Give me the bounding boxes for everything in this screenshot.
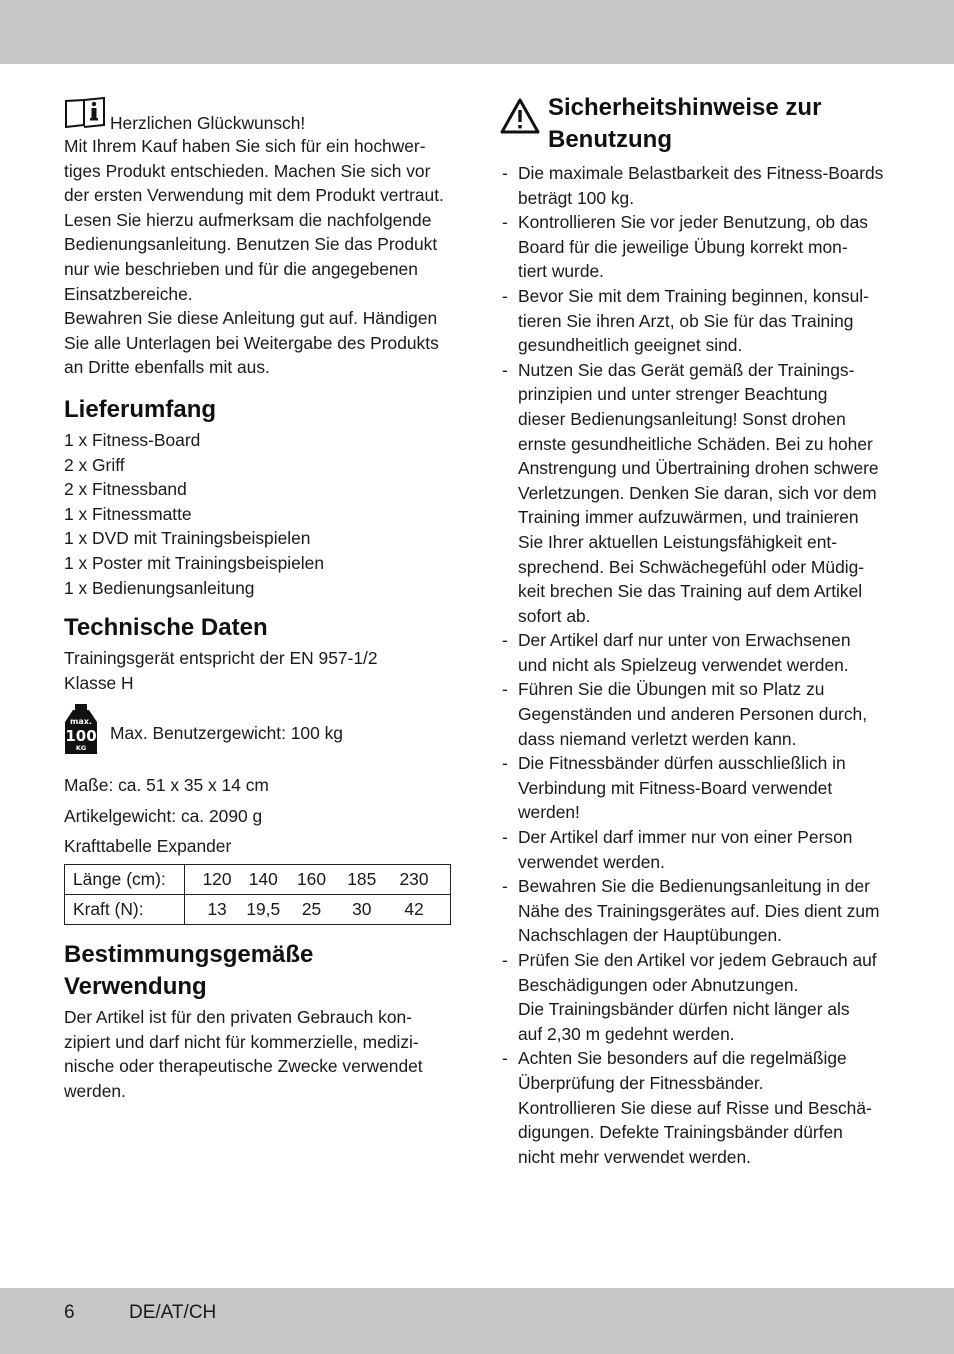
text-line: - Nutzen Sie das Gerät gemäß der Trainings- (518, 359, 855, 380)
safety-item (500, 358, 892, 629)
heading-line: Verwendung (64, 973, 207, 1001)
table-cell: 13 (207, 899, 227, 920)
text-line: - Der Artikel darf nur unter von Erwachsenen (518, 630, 851, 651)
manual-info-icon (64, 97, 106, 134)
item-weight-text: Artikelgewicht: ca. 2090 g (64, 805, 263, 826)
text-line: beträgt 100 kg. (518, 187, 635, 208)
text-line: dass niemand verletzt werden kann. (518, 728, 797, 749)
text-line: werden! (518, 802, 580, 823)
table-row-values (185, 895, 451, 925)
text-line: ernste gesundheitliche Schäden. Bei zu hoher (518, 433, 873, 454)
text-line: - Kontrollieren Sie vor jeder Benutzung, ob das (518, 212, 868, 233)
text-line: Lesen Sie hierzu aufmerksam die nachfolgende (64, 209, 432, 230)
intro-heading (64, 98, 456, 134)
text-line: Einsatzbereiche. (64, 283, 193, 304)
text-line: Sie Ihrer aktuellen Leistungsfähigkeit ent- (518, 531, 838, 552)
weight-icon-value: 100 (65, 726, 97, 745)
text-line: digungen. Defekte Trainingsbänder dürfen (518, 1122, 843, 1143)
text-line: prinzipien und unter strenger Beachtung (518, 384, 828, 405)
safety-item (500, 284, 892, 358)
table-cell: 30 (352, 899, 372, 920)
footer-region: DE/AT/CH (129, 1302, 217, 1323)
text-line: Überprüfung der Fitnessbänder. (518, 1072, 764, 1093)
text-line: - Bevor Sie mit dem Training beginnen, konsul- (518, 285, 869, 306)
table-row (65, 895, 451, 925)
page-number: 6 (64, 1302, 75, 1323)
list-item: 1 x Poster mit Trainingsbeispielen (64, 552, 325, 573)
header-bar (0, 0, 954, 64)
intro-paragraph-2 (64, 306, 456, 380)
intro-title: Herzlichen Glückwunsch! (110, 113, 306, 133)
text-line: Bedienungsanleitung. Benutzen Sie das Produkt (64, 234, 438, 255)
text-line: der ersten Verwendung mit dem Produkt vertraut. (64, 185, 444, 206)
table-cell: 230 (399, 869, 429, 890)
list-item: 2 x Fitnessband (64, 479, 187, 500)
text-line: werden. (64, 1080, 126, 1101)
text-line: Board für die jeweilige Übung korrekt mon- (518, 236, 848, 257)
text-line: - Der Artikel darf immer nur von einer Person (518, 827, 853, 848)
tech-heading: Technische Daten (64, 614, 268, 642)
class-line: Klasse H (64, 672, 134, 693)
text-line: - Prüfen Sie den Artikel vor jedem Gebrauch auf (518, 950, 877, 970)
text-line: nur wie beschrieben und für die angegebenen (64, 258, 418, 279)
text-line: Mit Ihrem Kauf haben Sie sich für ein hochwer- (64, 136, 426, 156)
text-line: - Führen Sie die Übungen mit so Platz zu (518, 679, 825, 700)
list-item: 1 x Bedienungsanleitung (64, 577, 255, 598)
text-line: nische oder therapeutische Zwecke verwendet (64, 1056, 423, 1077)
table-cell: 185 (347, 869, 377, 890)
heading-line: Sicherheitshinweise zur (548, 94, 822, 121)
table-row-label: Kraft (N): (65, 895, 185, 925)
safety-item (500, 628, 892, 677)
intro-paragraph-1 (64, 134, 456, 306)
text-line: Training immer aufzuwärmen, und trainieren (518, 507, 859, 528)
table-cell: 25 (301, 899, 322, 920)
safety-item (500, 825, 892, 874)
safety-heading (548, 92, 821, 156)
text-line: gesundheitlich geeignet sind. (518, 335, 743, 356)
text-line: Beschädigungen oder Abnutzungen. (518, 974, 799, 995)
text-line: zipiert und darf nicht für kommerzielle, medizi- (64, 1031, 419, 1052)
safety-item (500, 1046, 892, 1169)
text-line: Verbindung mit Fitness-Board verwendet (518, 777, 833, 798)
list-item: 2 x Griff (64, 454, 125, 475)
text-line: Kontrollieren Sie diese auf Risse und Beschä- (518, 1097, 872, 1118)
table-cell: 42 (404, 899, 424, 920)
safety-item (500, 677, 892, 751)
weight-icon-top-text: max. (70, 716, 92, 726)
text-line: an Dritte ebenfalls mit aus. (64, 357, 270, 378)
max-weight-row (64, 701, 456, 761)
force-table-title: Krafttabelle Expander (64, 836, 232, 857)
text-line: dieser Bedienungsanleitung! Sonst drohen (518, 408, 846, 429)
text-line: Sie alle Unterlagen bei Weitergabe des Produkts (64, 332, 439, 353)
safety-list (500, 161, 892, 1169)
list-item: 1 x Fitnessmatte (64, 503, 192, 524)
text-line: - Achten Sie besonders auf die regelmäßige (518, 1048, 847, 1069)
table-row-values (185, 865, 451, 895)
table-cell: 160 (296, 869, 326, 890)
text-line: sprechend. Bei Schwächegefühl oder Müdig- (518, 556, 865, 577)
safety-item (500, 874, 892, 948)
weight-icon (64, 702, 98, 761)
list-item: 1 x Fitness-Board (64, 429, 201, 450)
max-weight-text: Max. Benutzergewicht: 100 kg (110, 722, 343, 743)
intended-use-heading (64, 939, 456, 1003)
text-line: auf 2,30 m gedehnt werden. (518, 1023, 735, 1044)
dimensions-text: Maße: ca. 51 x 35 x 14 cm (64, 775, 269, 796)
warning-icon (500, 98, 540, 139)
text-line: Bewahren Sie diese Anleitung gut auf. Händigen (64, 308, 438, 329)
text-line: Nachschlagen der Hauptübungen. (518, 925, 782, 946)
list-item: 1 x DVD mit Trainingsbeispielen (64, 528, 311, 549)
text-line: sofort ab. (518, 605, 591, 626)
safety-heading-block (500, 92, 892, 156)
intended-use-paragraph (64, 1005, 456, 1103)
text-line: - Bewahren Sie die Bedienungsanleitung in der (518, 876, 870, 897)
table-cell: 19,5 (246, 899, 281, 920)
text-line: tiert wurde. (518, 261, 605, 282)
right-column (500, 92, 892, 1169)
left-column (64, 98, 456, 1103)
safety-item (500, 948, 892, 1046)
heading-line: Benutzung (548, 126, 672, 153)
safety-item (500, 161, 892, 210)
heading-line: Bestimmungsgemäße (64, 941, 314, 969)
force-table (64, 864, 451, 925)
table-cell: 140 (248, 869, 278, 890)
text-line: Nähe des Trainingsgerätes auf. Dies dient zum (518, 900, 880, 921)
weight-icon-unit: KG (75, 743, 87, 752)
text-line: tiges Produkt entschieden. Machen Sie sich vor (64, 160, 431, 181)
text-line: Der Artikel ist für den privaten Gebrauch kon- (64, 1007, 412, 1028)
text-line: Die Trainingsbänder dürfen nicht länger als (518, 999, 850, 1020)
safety-item (500, 210, 892, 284)
text-line: - Die Fitnessbänder dürfen ausschließlich in (518, 753, 846, 774)
text-line: verwendet werden. (518, 851, 665, 872)
text-line: - Die maximale Belastbarkeit des Fitness-Boards (518, 163, 884, 183)
text-line: keit brechen Sie das Training auf dem Artikel (518, 581, 863, 602)
contents-list (64, 428, 456, 600)
text-line: Gegenständen und anderen Personen durch, (518, 704, 868, 725)
table-cell: 120 (202, 869, 232, 890)
table-row (65, 865, 451, 895)
text-line: nicht mehr verwendet werden. (518, 1146, 751, 1167)
safety-item (500, 751, 892, 825)
standard-line: Trainingsgerät entspricht der EN 957-1/2 (64, 648, 378, 669)
text-line: und nicht als Spielzeug verwendet werden. (518, 654, 849, 675)
table-row-label: Länge (cm): (65, 865, 185, 895)
text-line: Verletzungen. Denken Sie daran, sich vor dem (518, 482, 877, 503)
text-line: Anstrengung und Übertraining drohen schwere (518, 458, 879, 479)
text-line: tieren Sie ihren Arzt, ob Sie für das Training (518, 310, 854, 331)
contents-heading: Lieferumfang (64, 395, 217, 423)
